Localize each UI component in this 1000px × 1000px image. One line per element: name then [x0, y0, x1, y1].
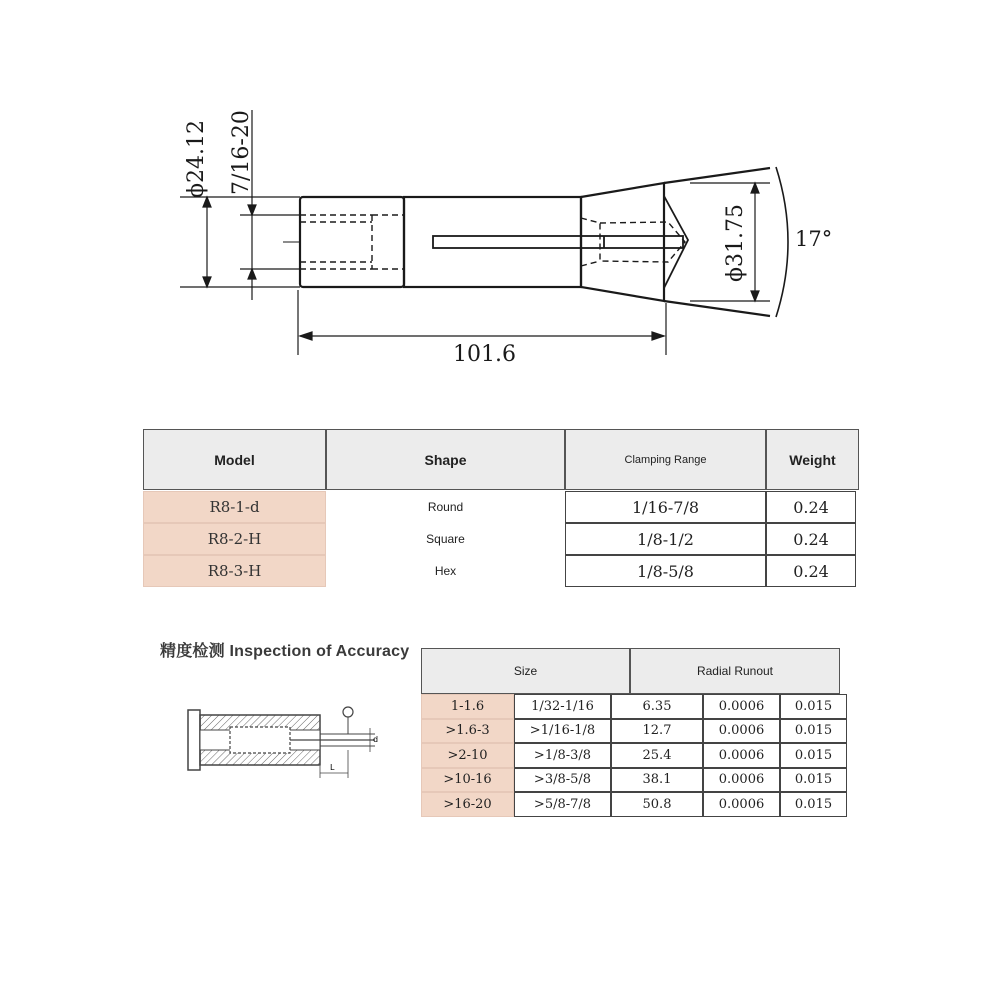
model-cell: R8-2-H [143, 523, 326, 555]
dim-thread: 7/16-20 [229, 110, 254, 195]
label-diameter: d [373, 735, 379, 744]
collet-shank-outline [300, 197, 404, 287]
size-mm-cell: 6.35 [611, 694, 703, 719]
inch-range-cell: >1/8-3/8 [514, 743, 611, 768]
header-size: Size [421, 648, 630, 694]
shape-cell: Round [326, 491, 565, 523]
collet-nose-outline [581, 183, 664, 301]
dim-nose-diameter: ϕ31.75 [723, 204, 748, 282]
weight-cell: 0.24 [766, 555, 856, 587]
runout-b-cell: 0.015 [780, 792, 847, 817]
table-row [421, 719, 847, 744]
runout-a-cell: 0.0006 [703, 719, 780, 744]
runout-a-cell: 0.0006 [703, 743, 780, 768]
size-mm-cell: 12.7 [611, 719, 703, 744]
range-cell: 1/8-5/8 [565, 555, 766, 587]
collet-drawing [0, 0, 1000, 400]
table-row [143, 555, 856, 587]
weight-cell: 0.24 [766, 523, 856, 555]
table-row [421, 743, 847, 768]
runout-b-cell: 0.015 [780, 719, 847, 744]
collet-body-outline [404, 197, 581, 287]
size-mm-cell: 25.4 [611, 743, 703, 768]
table-row [143, 491, 856, 523]
dim-length: 101.6 [453, 342, 516, 367]
size-range-cell: >16-20 [421, 792, 514, 817]
header-radial-runout: Radial Runout [630, 648, 840, 694]
header-model: Model [143, 429, 326, 490]
table-row [143, 523, 856, 555]
range-cell: 1/8-1/2 [565, 523, 766, 555]
collet-slot [433, 236, 683, 248]
shape-cell: Square [326, 523, 565, 555]
size-mm-cell: 50.8 [611, 792, 703, 817]
runout-a-cell: 0.0006 [703, 792, 780, 817]
runout-a-cell: 0.0006 [703, 768, 780, 793]
header-shape: Shape [326, 429, 565, 490]
inch-range-cell: >5/8-7/8 [514, 792, 611, 817]
size-range-cell: >2-10 [421, 743, 514, 768]
table-row [421, 792, 847, 817]
runout-b-cell: 0.015 [780, 743, 847, 768]
runout-b-cell: 0.015 [780, 768, 847, 793]
dim-head-diameter: ϕ24.12 [184, 120, 209, 198]
inch-range-cell: >1/16-1/8 [514, 719, 611, 744]
runout-a-cell: 0.0006 [703, 694, 780, 719]
accuracy-title: 精度检测 Inspection of Accuracy [160, 643, 410, 660]
label-length: L [330, 763, 335, 772]
size-range-cell: >10-16 [421, 768, 514, 793]
accuracy-header-row [421, 648, 840, 694]
range-cell: 1/16-7/8 [565, 491, 766, 523]
table-row [421, 768, 847, 793]
inch-range-cell: 1/32-1/16 [514, 694, 611, 719]
inch-range-cell: >3/8-5/8 [514, 768, 611, 793]
header-weight: Weight [766, 429, 859, 490]
model-cell: R8-3-H [143, 555, 326, 587]
table-row [421, 694, 847, 719]
weight-cell: 0.24 [766, 491, 856, 523]
shape-cell: Hex [326, 555, 565, 587]
inspection-diagram [180, 690, 390, 790]
model-cell: R8-1-d [143, 491, 326, 523]
runout-b-cell: 0.015 [780, 694, 847, 719]
size-range-cell: >1.6-3 [421, 719, 514, 744]
header-clamping-range: Clamping Range [565, 429, 766, 490]
size-mm-cell: 38.1 [611, 768, 703, 793]
dim-angle: 17° [795, 227, 833, 251]
spec-header-row [143, 429, 859, 490]
size-range-cell: 1-1.6 [421, 694, 514, 719]
